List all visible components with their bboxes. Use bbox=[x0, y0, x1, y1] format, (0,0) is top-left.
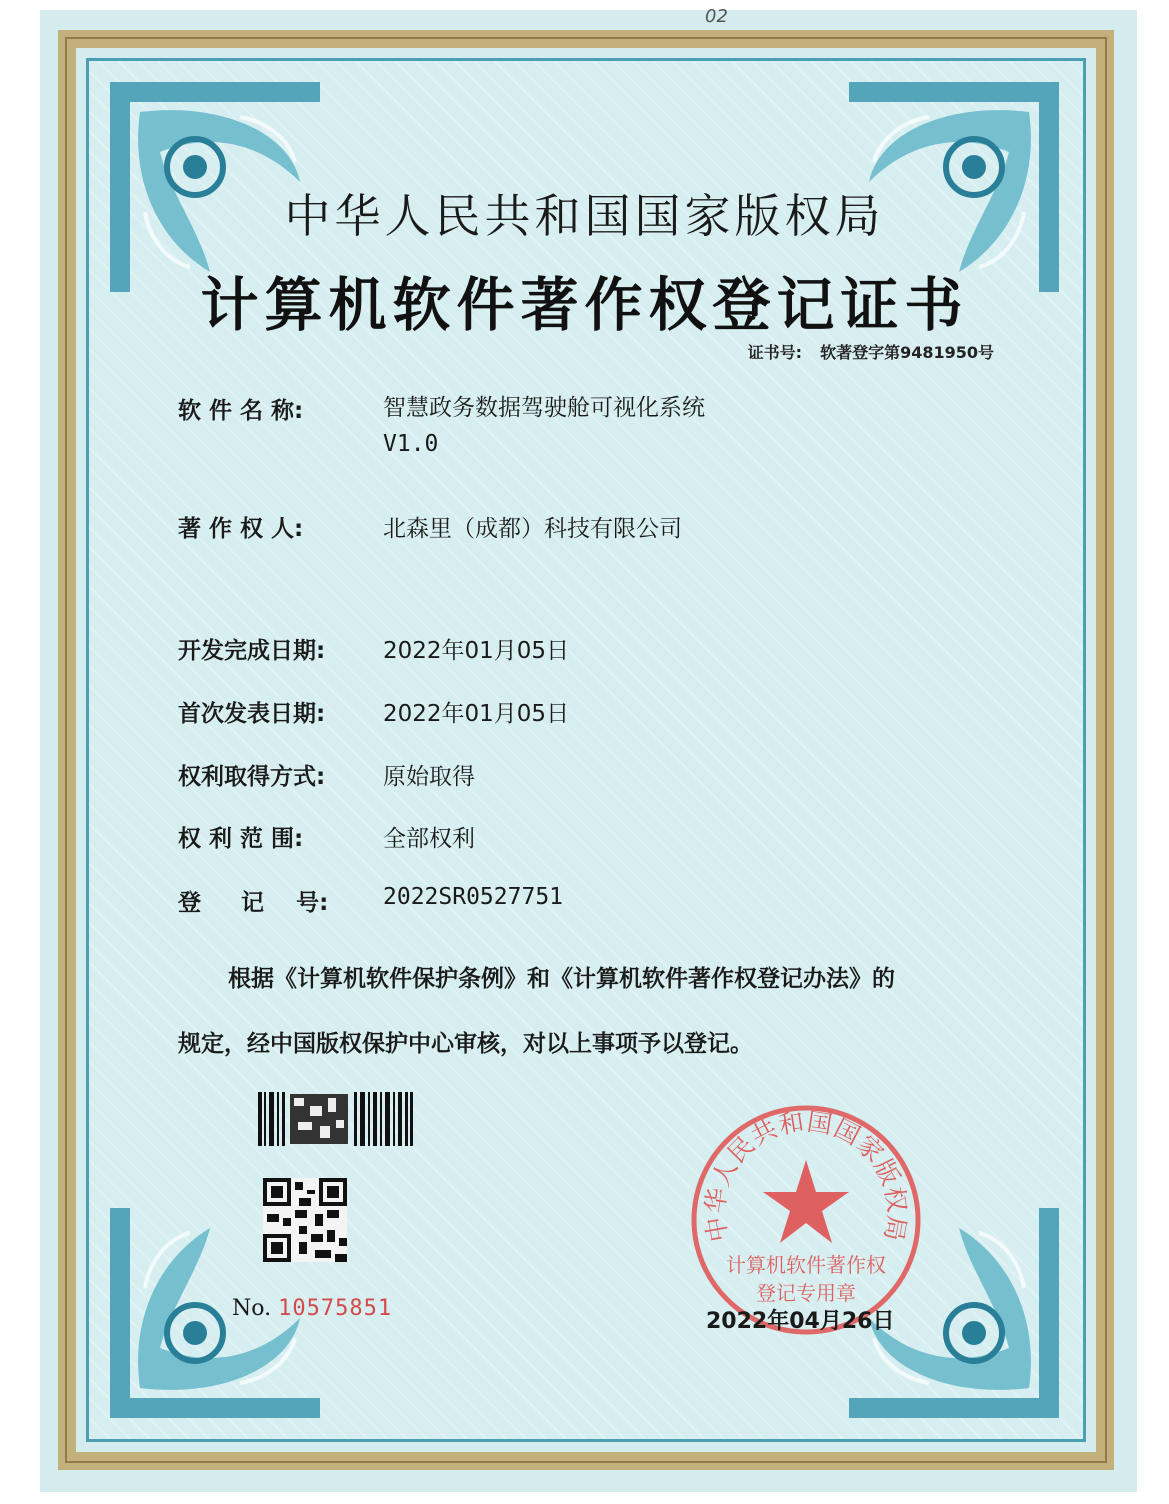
seal-outer-text: 中华人民共和国国家版权局 bbox=[700, 1106, 912, 1245]
issuer-name: 中华人民共和国国家版权局 bbox=[284, 189, 885, 243]
field-scope bbox=[178, 820, 475, 853]
serial-number bbox=[232, 1296, 392, 1321]
handwritten-note: 02 bbox=[705, 6, 728, 27]
registration-number-value: 2022SR0527751 bbox=[383, 884, 564, 910]
acquire-label: 权利取得方式: bbox=[178, 764, 326, 790]
scope-label: 权 利 范 围: bbox=[178, 826, 304, 852]
serial-number-value: 10575851 bbox=[278, 1296, 393, 1321]
dev-date-value: 2022年01月05日 bbox=[383, 638, 570, 664]
registration-number-label: 登 记 号: bbox=[178, 890, 329, 916]
software-name-label: 软 件 名 称: bbox=[178, 398, 304, 424]
certificate-number-label: 证书号: bbox=[747, 343, 803, 362]
field-dev-date bbox=[178, 632, 569, 665]
field-software-name bbox=[178, 392, 705, 462]
seal-inner-line-2: 登记专用章 bbox=[756, 1281, 856, 1305]
acquire-value: 原始取得 bbox=[383, 764, 475, 790]
software-name-value: 智慧政务数据驾驶舱可视化系统 bbox=[383, 395, 705, 421]
field-registration-number bbox=[178, 884, 563, 917]
serial-prefix: No. bbox=[232, 1296, 272, 1321]
owner-label: 著 作 权 人: bbox=[178, 516, 304, 542]
field-pub-date bbox=[178, 695, 569, 728]
pub-date-value: 2022年01月05日 bbox=[383, 701, 570, 727]
certificate-number-value: 软著登字第9481950号 bbox=[820, 343, 994, 362]
certificate-number bbox=[748, 340, 994, 363]
issue-date: 2022年04月26日 bbox=[706, 1309, 895, 1334]
seal-inner-line-1: 计算机软件著作权 bbox=[726, 1253, 886, 1277]
pub-date-label: 首次发表日期: bbox=[178, 701, 326, 727]
barcode-icon bbox=[258, 1092, 413, 1146]
legal-basis-line-1: 根据《计算机软件保护条例》和《计算机软件著作权登记办法》的 bbox=[228, 966, 895, 992]
dev-date-label: 开发完成日期: bbox=[178, 638, 326, 664]
scope-value: 全部权利 bbox=[383, 826, 475, 852]
field-owner bbox=[178, 510, 682, 543]
legal-basis-line-2: 规定，经中国版权保护中心审核，对以上事项予以登记。 bbox=[178, 1031, 753, 1057]
certificate-title: 计算机软件著作权登记证书 bbox=[200, 271, 969, 339]
software-version-value: V1.0 bbox=[383, 431, 439, 457]
owner-value: 北森里（成都）科技有限公司 bbox=[383, 516, 682, 542]
field-acquire bbox=[178, 758, 475, 791]
qr-code-icon bbox=[263, 1178, 347, 1262]
